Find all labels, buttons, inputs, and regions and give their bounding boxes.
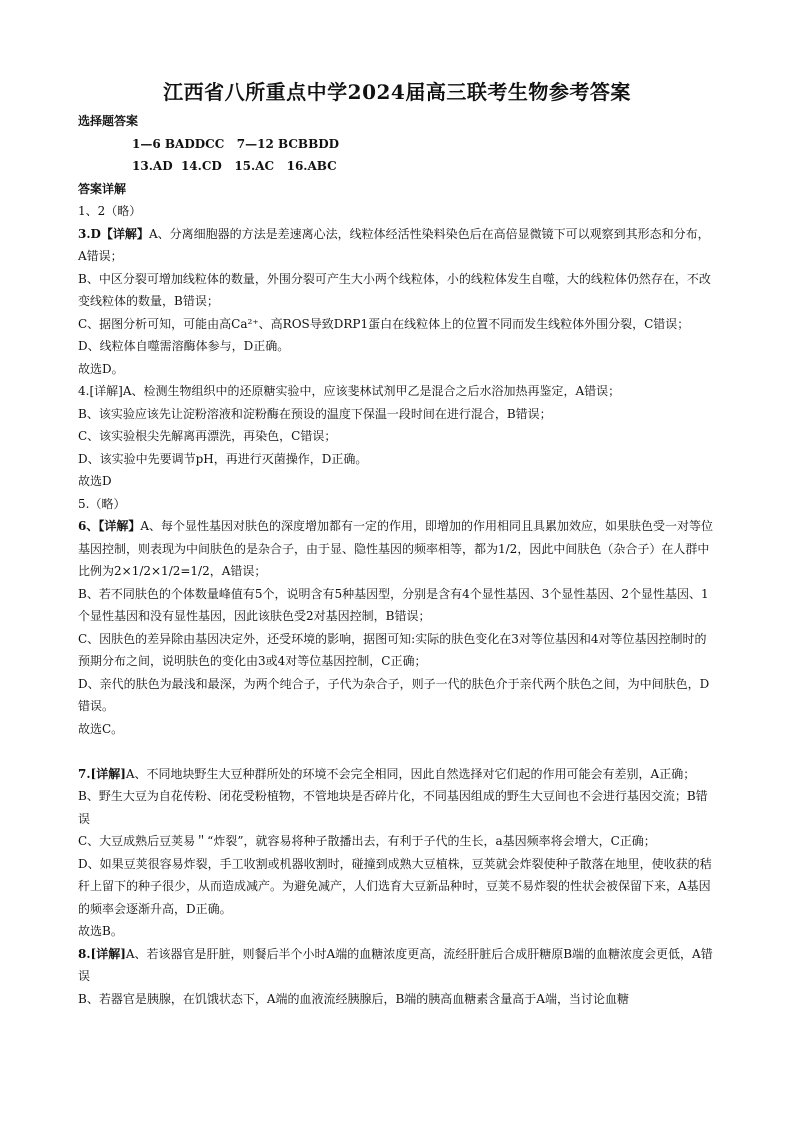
q4-head: 4.[详解] — [78, 384, 123, 398]
q7-option-c: C、大豆成熟后豆荚易＂“炸裂”，就容易将种子散播出去，有利于子代的生长，a基因频率将会增大，C正确； — [78, 834, 656, 848]
q3-option-a — [78, 223, 718, 268]
document-body — [78, 110, 718, 1010]
page-title: 江西省八所重点中学2024届高三联考生物参考答案 — [163, 80, 631, 104]
q6-a-text: A、每个显性基因对肤色的深度增加都有一定的作用，即增加的作用相同且具累加效应，如果肤色受一对等位基因控制，则表现为中间肤色的是杂合子，由于显、隐性基因的频率相等，都为1/2，因此中间肤色（杂合子）在人群中比例为2×1/2×1/2=1/2，A错误； — [78, 519, 714, 578]
q3-option-b: B、中区分裂可增加线粒体的数量，外围分裂可产生大小两个线粒体，小的线粒体发生自噬，大的线粒体仍然存在，不改变线粒体的数量，B错误； — [78, 271, 711, 308]
q3-option-c: C、据图分析可知，可能由高Ca²⁺、高ROS导致DRP1蛋白在线粒体上的位置不同而发生线粒体外围分裂，C错误； — [78, 316, 690, 331]
q7-choose: 故选B。 — [78, 924, 123, 938]
spacer — [78, 740, 718, 763]
q8-option-b: B、若器官是胰腺，在饥饿状态下，A端的血液流经胰腺后，B端的胰高血糖素含量高于A端，当讨论血糖 — [78, 991, 629, 1006]
q4-choose: 故选D — [78, 474, 112, 488]
q4-option-b: B、该实验应该先让淀粉溶液和淀粉酶在预设的温度下保温一段时间在进行混合，B错误； — [78, 406, 552, 421]
q1-2-note: 1、2（略） — [78, 204, 142, 218]
choice-answers-heading: 选择题答案 — [78, 114, 139, 128]
q4-option-d: D、该实验中先要调节pH，再进行灭菌操作，D正确。 — [78, 451, 368, 466]
q6-option-d: D、亲代的肤色为最浅和最深，为两个纯合子，子代为杂合子，则子一代的肤色介于亲代两个肤色之间，为中间肤色，D错误。 — [78, 676, 710, 713]
q5-note: 5.（略） — [78, 496, 126, 511]
q6-option-c: C、因肤色的差异除由基因决定外，还受环境的影响，据图可知:实际的肤色变化在3对等位基因和4对等位基因控制时的预期分布之间，说明肤色的变化由3或4对等位基因控制，C正确； — [78, 631, 707, 668]
q3-choose: 故选D。 — [78, 361, 124, 376]
q6-choose: 故选C。 — [78, 721, 124, 736]
q7-option-b: B、野生大豆为自花传粉、闭花受粉植物，不管地块是否碎片化，不同基因组成的野生大豆间也不会进行基因交流；B错误 — [78, 789, 708, 826]
q4-a-text: A、检测生物组织中的还原糖实验中，应该斐林试剂甲乙是混合之后水浴加热再鉴定，A错误； — [122, 384, 621, 398]
q7-option-a — [78, 763, 718, 786]
detail-heading: 答案详解 — [78, 181, 127, 196]
q4-option-c: C、该实验根尖先解离再漂洗，再染色，C错误； — [78, 429, 337, 443]
q3-option-d: D、线粒体自噬需溶酶体参与，D正确。 — [78, 339, 290, 353]
q8-head: 8.[详解] — [78, 946, 126, 961]
q7-head: 7.[详解] — [78, 766, 126, 781]
q6-option-b: B、若不同肤色的个体数量峰值有5个，说明含有5种基因型，分别是含有4个显性基因、3个显性基因、2个显性基因、1个显性基因和没有显性基因，因此该肤色受2对基因控制，B错误； — [78, 586, 709, 623]
q6-head: 6、【详解】 — [78, 519, 141, 533]
q3-a-text: A、分离细胞器的方法是差速离心法，线粒体经活性染料染色后在高倍显微镜下可以观察到其形态和分布，A错误； — [78, 226, 710, 263]
q7-option-d: D、如果豆荚很容易炸裂，手工收割或机器收割时，碰撞到成熟大豆植株，豆荚就会炸裂使种子散落在地里，使收获的秸秆上留下的种子很少，从而造成减产。为避免减产，人们选育大豆新品种时，豆荚不易炸裂的性状会被保留下来，A基因的频率会逐渐升高，D正确。 — [78, 856, 712, 916]
q6-option-a — [78, 515, 718, 583]
q8-a-text: A、若该器官是肝脏，则餐后半个小时A端的血糖浓度更高，流经肝脏后合成肝糖原B端的血糖浓度会更低，A错误 — [78, 946, 713, 983]
q3-head: 3.D【详解】 — [78, 226, 149, 241]
q8-option-a — [78, 943, 718, 988]
q7-a-text: A、不同地块野生大豆种群所处的环境不会完全相同，因此自然选择对它们起的作用可能会有差别，A正确； — [125, 766, 696, 781]
answer-line-2: 13.AD 14.CD 15.AC 16.ABC — [132, 159, 337, 173]
q4-option-a — [78, 380, 718, 403]
answer-line-1: 1—6 BADDCC 7—12 BCBBDD — [132, 136, 340, 151]
